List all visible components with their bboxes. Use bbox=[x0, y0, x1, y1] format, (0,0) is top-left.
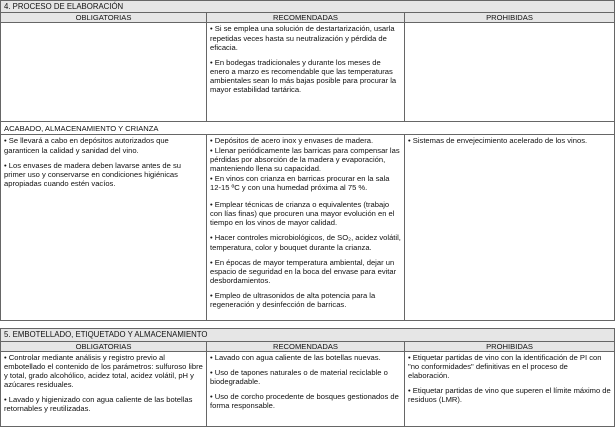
cell-recomendadas bbox=[207, 351, 405, 426]
list-item: • Empleo de ultrasonidos de alta potencia para la regeneración y desinfección de barricas. bbox=[210, 290, 376, 310]
header-obligatorias: OBLIGATORIAS bbox=[1, 341, 207, 351]
header-recomendadas: RECOMENDADAS bbox=[207, 341, 405, 351]
list-item: • Controlar mediante análisis y registro previo al embotellado el contenido de los parámetros: sulfuroso libre y total, grado alcohólico, acidez total, acidez volátil, pH y azúcares residuales. bbox=[4, 352, 203, 390]
list-item: • Lavado con agua caliente de las botellas nuevas. bbox=[210, 352, 381, 362]
list-item: • Lavado y higienizado con agua caliente de las botellas retornables y reutilizadas. bbox=[4, 395, 193, 414]
cell-obligatorias bbox=[1, 23, 207, 122]
cell-obligatorias bbox=[1, 351, 207, 426]
table-embotellado bbox=[0, 328, 615, 426]
subsection-title-acabado: ACABADO, ALMACENAMIENTO Y CRIANZA bbox=[1, 122, 615, 135]
list-item: • Uso de tapones naturales o de material reciclable o biodegradable. bbox=[210, 368, 388, 387]
header-obligatorias: OBLIGATORIAS bbox=[1, 13, 207, 23]
cell-obligatorias bbox=[1, 135, 207, 321]
list-item: • Uso de corcho procedente de bosques gestionados de forma responsable. bbox=[210, 392, 399, 411]
header-recomendadas: RECOMENDADAS bbox=[207, 13, 405, 23]
list-item: • Se llevará a cabo en depósitos autorizados que garanticen la calidad y sanidad del vino. bbox=[4, 136, 169, 155]
header-row bbox=[1, 13, 615, 23]
header-prohibidas: PROHIBIDAS bbox=[405, 341, 615, 351]
cell-recomendadas bbox=[207, 135, 405, 321]
body-row bbox=[1, 23, 615, 122]
list-item: • Los envases de madera deben lavarse antes de su primer uso y conservarse en condiciones higiénicas apropiadas cuando estén vacíos. bbox=[4, 160, 182, 188]
section-title-4: 4. PROCESO DE ELABORACIÓN bbox=[1, 1, 615, 13]
body-row bbox=[1, 351, 615, 426]
body-row bbox=[1, 135, 615, 321]
cell-recomendadas bbox=[207, 23, 405, 122]
subsection-row bbox=[1, 122, 615, 135]
list-item: • Emplear técnicas de crianza o equivalentes (trabajo con lías finas) que procuren una mayor evolución en el tiempo en los vinos de mayor calidad. bbox=[210, 200, 395, 228]
list-item: • Etiquetar partidas de vino que superen el límite máximo de residuos (LMR). bbox=[408, 386, 611, 405]
list-item: • En bodegas tradicionales y durante los meses de enero a marzo es recomendable que las temperaturas ambientales sean lo más bajas posible para procurar la mayor estabilidad tartárica. bbox=[210, 57, 397, 95]
section-row bbox=[1, 329, 615, 341]
list-item: • Sistemas de envejecimiento acelerado de los vinos. bbox=[408, 136, 588, 146]
section-gap bbox=[0, 321, 615, 328]
header-prohibidas: PROHIBIDAS bbox=[405, 13, 615, 23]
cell-prohibidas bbox=[405, 351, 615, 426]
header-row bbox=[1, 341, 615, 351]
list-item: • Hacer controles microbiológicos, de SO₂, acidez volátil, temperatura, color y bouquet durante la crianza. bbox=[210, 233, 401, 252]
cell-prohibidas bbox=[405, 135, 615, 321]
list-item: • Si se emplea una solución de destartarización, usarla repetidas veces hasta su neutralización y pérdida de eficacia. bbox=[210, 24, 395, 52]
cell-prohibidas bbox=[405, 23, 615, 122]
section-row bbox=[1, 1, 615, 13]
list-item: • Depósitos de acero inox y envases de madera. bbox=[210, 136, 374, 146]
section-title-5: 5. EMBOTELLADO, ETIQUETADO Y ALMACENAMIENTO bbox=[1, 329, 615, 341]
list-item: • Etiquetar partidas de vino con la identificación de PI con "no conformidades" definitivas en el proceso de elaboración. bbox=[408, 352, 602, 381]
list-item: • En vinos con crianza en barricas procurar en la sala 12-15 ºC y con una humedad próxima al 75 %. bbox=[210, 173, 390, 192]
list-item: • En épocas de mayor temperatura ambiental, dejar un espacio de seguridad en la boca del envase para evitar desbordamientos. bbox=[210, 257, 397, 285]
list-item: • Llenar periódicamente las barricas para compensar las pérdidas por absorción de la madera y evaporación, manteniendo llena su capacidad. bbox=[210, 145, 400, 173]
